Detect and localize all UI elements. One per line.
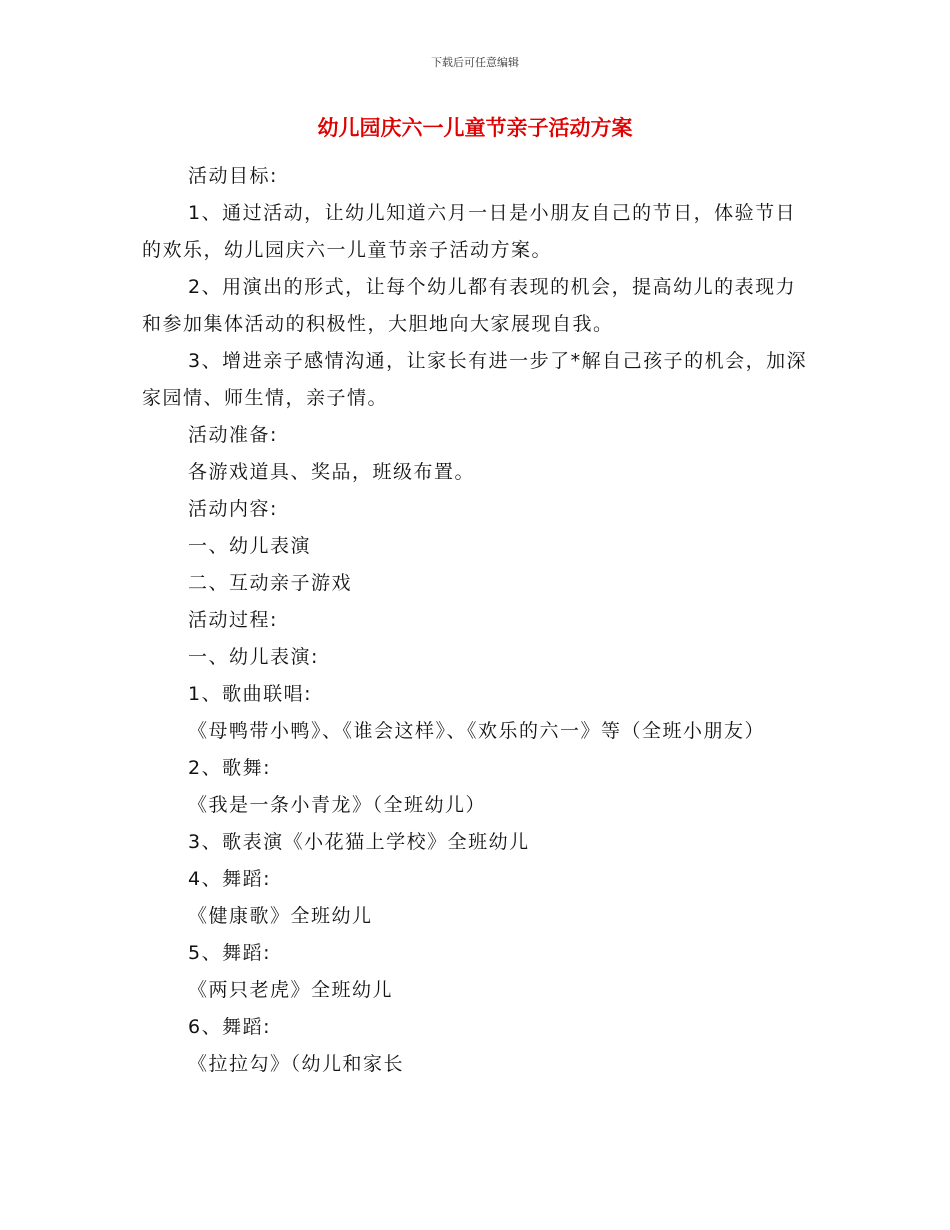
paragraph: 《两只老虎》全班幼儿	[188, 979, 394, 1001]
paragraph: 《拉拉勾》（幼儿和家长	[188, 1053, 405, 1075]
paragraph: 一、幼儿表演:	[188, 646, 319, 668]
paragraph: 各游戏道具、奖品，班级布置。	[188, 461, 476, 483]
paragraph: 《健康歌》全班幼儿	[188, 905, 373, 927]
document-body	[142, 158, 810, 1083]
paragraph: 活动准备:	[188, 424, 278, 446]
paragraph: 1、通过活动，让幼儿知道六月一日是小朋友自己的节日，体验节日的欢乐，幼儿园庆六一儿童节亲子活动方案。	[142, 202, 797, 261]
paragraph: 5、舞蹈:	[188, 942, 271, 964]
paragraph: 1、歌曲联唱:	[188, 683, 312, 705]
header-note: 下载后可任意编辑	[431, 56, 519, 69]
paragraph: 2、用演出的形式，让每个幼儿都有表现的机会，提高幼儿的表现力和参加集体活动的积极性，大胆地向大家展现自我。	[142, 276, 797, 335]
paragraph: 一、幼儿表演	[188, 535, 312, 557]
paragraph: 3、歌表演《小花猫上学校》全班幼儿	[188, 831, 530, 853]
paragraph: 《母鸭带小鸭》、《谁会这样》、《欢乐的六一》等（全班小朋友）	[188, 720, 766, 742]
paragraph: 活动过程:	[188, 609, 278, 631]
paragraph: 4、舞蹈:	[188, 868, 271, 890]
paragraph: 《我是一条小青龙》（全班幼儿）	[188, 794, 487, 816]
paragraph: 二、互动亲子游戏	[188, 572, 353, 594]
paragraph: 3、增进亲子感情沟通，让家长有进一步了*解自己孩子的机会，加深家园情、师生情，亲子情。	[142, 350, 808, 409]
paragraph: 2、歌舞:	[188, 757, 271, 779]
document-title: 幼儿园庆六一儿童节亲子活动方案	[317, 116, 633, 140]
paragraph: 6、舞蹈:	[188, 1016, 271, 1038]
paragraph: 活动内容:	[188, 498, 278, 520]
paragraph: 活动目标:	[188, 165, 278, 187]
